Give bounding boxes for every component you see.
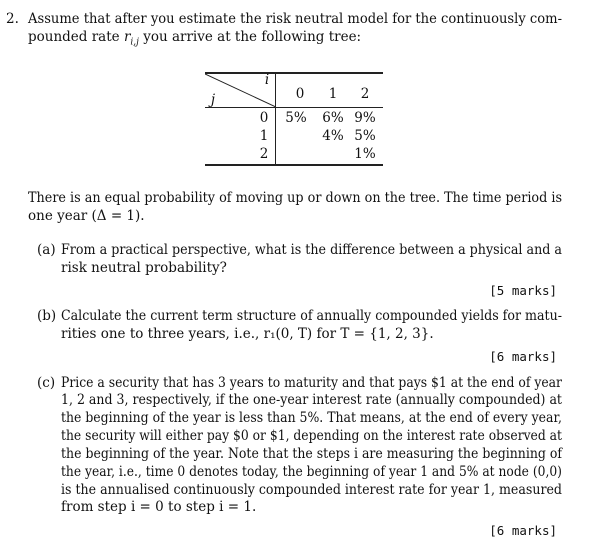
question-number: 2.: [6, 11, 19, 27]
row-header-2: 2: [259, 146, 269, 162]
part-c-line-1: Price a security that has 3 years to maturity and that pays $1 at the end of year: [61, 375, 562, 391]
part-c-line-5: the beginning of the year. Note that the steps i are measuring the beginning of: [61, 446, 562, 462]
rate-cell-1-2: 5%: [354, 128, 376, 144]
part-b-marks: [6 marks]: [489, 349, 557, 364]
part-c-line-2: 1, 2 and 3, respectively, if the one-year interest rate (annually compounded) at: [61, 392, 562, 408]
part-a-line-2: risk neutral probability?: [61, 260, 227, 276]
part-b-label: (b): [37, 308, 57, 324]
rate-cell-0-1: 6%: [322, 110, 344, 126]
row-header-0: 0: [259, 110, 269, 126]
rate-cell-2-2: 1%: [354, 146, 376, 162]
probability-text-line-1: There is an equal probability of moving up or down on the tree. The time period is: [28, 190, 563, 206]
question-intro-line-1: Assume that after you estimate the risk neutral model for the continuously com-: [28, 11, 563, 27]
part-b-line-2: rities one to three years, i.e., r₁(0, T) for T = {1, 2, 3}.: [61, 326, 434, 342]
col-header-0: 0: [295, 86, 305, 102]
part-c-line-7: is the annualised continuously compounded interest rate for year 1, measured: [61, 482, 563, 498]
part-a-line-1: From a practical perspective, what is the difference between a physical and a: [61, 242, 562, 258]
part-c-line-3: the beginning of the year is less than 5%. That means, at the end of every year,: [61, 410, 562, 426]
part-a-label: (a): [37, 242, 56, 258]
rate-cell-0-2: 9%: [354, 110, 376, 126]
question-intro-line-2: pounded rate $r_{i,j}$ you arrive at the following tree:: [28, 29, 362, 48]
col-header-1: 1: [328, 86, 338, 102]
part-c-line-8: from step i = 0 to step i = 1.: [61, 499, 257, 515]
rate-cell-1-1: 4%: [322, 128, 344, 144]
probability-text-line-2: one year (Δ = 1).: [28, 208, 145, 224]
col-header-2: 2: [360, 86, 370, 102]
table-bottom-rule: [205, 164, 383, 166]
part-c-marks: [6 marks]: [489, 523, 557, 538]
rate-cell-0-0: 5%: [285, 110, 307, 126]
label-j: j: [210, 92, 216, 108]
part-c-line-4: the security will either pay $0 or $1, depending on the interest rate observed at: [61, 428, 562, 444]
part-c-line-6: the year, i.e., time 0 denotes today, the beginning of year 1 and 5% at node (0,0): [61, 464, 562, 480]
part-b-line-1: Calculate the current term structure of annually compounded yields for matu-: [61, 308, 562, 324]
part-a-marks: [5 marks]: [489, 283, 557, 298]
label-i: i: [264, 72, 270, 88]
part-c-label: (c): [37, 375, 56, 391]
row-header-1: 1: [259, 128, 269, 144]
